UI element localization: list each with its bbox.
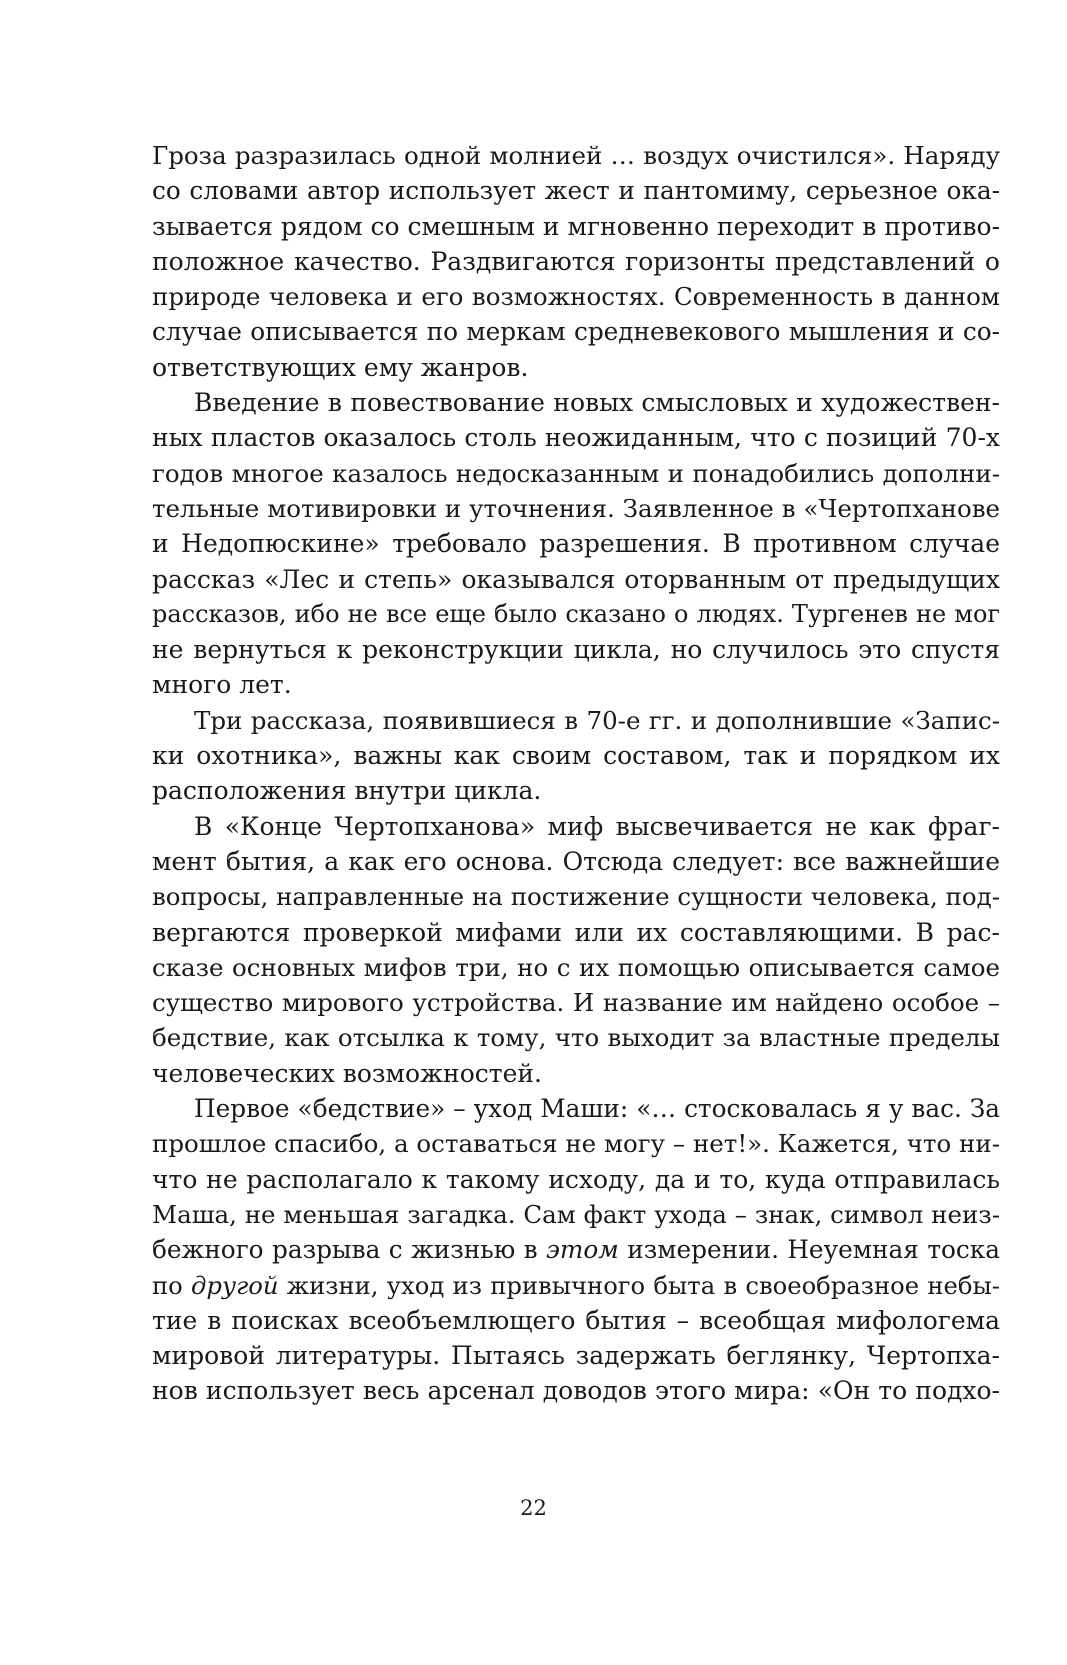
text-segment: Гроза разразилась одной молнией … воздух очистился». Наряду xyxy=(152,141,1000,170)
text-segment: ных пластов оказалось столь неожиданным, что с позиций 70-х xyxy=(152,423,1000,453)
text-line xyxy=(152,773,1000,808)
text-line xyxy=(152,526,1000,561)
text-segment: рассказов, ибо не все еще было сказано о людях. Тургенев не мог xyxy=(152,599,1000,628)
text-segment: и Недопюскине» требовало разрешения. В противном случае xyxy=(152,529,1000,559)
text-line xyxy=(152,1162,1000,1197)
text-segment: не вернуться к реконструкции цикла, но случилось это спустя xyxy=(152,635,1000,665)
text-line xyxy=(152,456,1000,491)
text-segment: прошлое спасибо, а оставаться не могу – нет!». Кажется, что ни- xyxy=(152,1129,1000,1159)
text-line xyxy=(152,138,1000,173)
text-line xyxy=(152,279,1000,314)
text-segment: В «Конце Чертопханова» миф высвечивается не как фраг- xyxy=(194,811,1000,841)
text-segment: Маша, не меньшая загадка. Сам факт ухода – знак, символ неиз- xyxy=(152,1199,1000,1229)
text-segment: измерении. Неуемная тоска xyxy=(618,1235,1000,1265)
text-line xyxy=(152,703,1000,738)
text-segment: по xyxy=(152,1270,192,1300)
text-line xyxy=(152,562,1000,597)
text-line xyxy=(152,1303,1000,1338)
text-line xyxy=(152,1373,1000,1408)
text-segment: Введение в повествование новых смысловых и художествен- xyxy=(194,388,1000,418)
text-segment: вергаются проверкой мифами или их составляющими. В рас- xyxy=(152,917,1000,947)
text-segment: положное качество. Раздвигаются горизонты представлений о xyxy=(152,246,1000,276)
text-line xyxy=(152,667,1000,702)
text-line xyxy=(152,844,1000,879)
text-line xyxy=(152,1197,1000,1232)
text-line xyxy=(152,950,1000,985)
text-line xyxy=(152,385,1000,420)
text-line xyxy=(152,1268,1000,1303)
text-line xyxy=(152,350,1000,385)
text-line xyxy=(152,420,1000,455)
text-line xyxy=(152,1056,1000,1091)
text-segment: тельные мотивировки и уточнения. Заявленное в «Чертопханове xyxy=(152,493,1000,523)
text-segment: ки охотника», важны как своим составом, так и порядком их xyxy=(152,741,1000,771)
text-segment: мент бытия, а как его основа. Отсюда следует: все важнейшие xyxy=(152,846,1000,876)
text-segment: случае описывается по меркам средневекового мышления и со- xyxy=(152,317,1000,347)
text-line xyxy=(152,209,1000,244)
italic-word: этом xyxy=(546,1235,619,1265)
italic-word: другой xyxy=(191,1270,279,1300)
text-line xyxy=(152,985,1000,1020)
text-segment: бежного разрыва с жизнью в xyxy=(152,1235,547,1265)
text-segment: рассказ «Лес и степь» оказывался оторванным от предыдущих xyxy=(152,564,1000,594)
text-line xyxy=(152,1232,1000,1267)
text-line xyxy=(152,1091,1000,1126)
text-line xyxy=(152,1020,1000,1055)
text-segment: расположения внутри цикла. xyxy=(152,776,542,806)
text-segment: много лет. xyxy=(152,670,292,700)
text-segment: природе человека и его возможностях. Современность в данном xyxy=(152,282,1000,312)
text-line xyxy=(152,738,1000,773)
text-segment: бедствие, как отсылка к тому, что выходит за властные пределы xyxy=(152,1023,1000,1053)
text-line xyxy=(152,632,1000,667)
text-segment: со словами автор использует жест и пантомиму, серьезное ока- xyxy=(152,176,1000,206)
text-line xyxy=(152,809,1000,844)
text-segment: мировой литературы. Пытаясь задержать беглянку, Чертопха- xyxy=(152,1341,1000,1371)
text-segment: жизни, уход из привычного быта в своеобразное небы- xyxy=(278,1270,1000,1300)
text-segment: тие в поисках всеобъемлющего бытия – всеобщая мифологема xyxy=(152,1305,1000,1335)
body-text xyxy=(152,138,1000,1409)
text-segment: ответствующих ему жанров. xyxy=(152,352,529,382)
text-line xyxy=(152,1126,1000,1161)
page-number: 22 xyxy=(520,1496,547,1520)
text-line xyxy=(152,1338,1000,1373)
text-segment: сказе основных мифов три, но с их помощью описывается самое xyxy=(152,952,1000,982)
text-line xyxy=(152,173,1000,208)
text-segment: вопросы, направленные на постижение сущности человека, под- xyxy=(152,882,1000,912)
text-line xyxy=(152,915,1000,950)
text-segment: существо мирового устройства. И название им найдено особое – xyxy=(152,988,1000,1018)
text-segment: Первое «бедствие» – уход Маши: «… стосковалась я у вас. За xyxy=(194,1094,1000,1124)
text-line xyxy=(152,314,1000,349)
text-line xyxy=(152,491,1000,526)
text-line xyxy=(152,244,1000,279)
text-line xyxy=(152,597,1000,632)
text-segment: нов использует весь арсенал доводов этого мира: «Он то подхо- xyxy=(152,1376,1000,1406)
text-line xyxy=(152,879,1000,914)
text-segment: Три рассказа, появившиеся в 70-е гг. и дополнившие «Запис- xyxy=(194,705,1000,735)
text-segment: зывается рядом со смешным и мгновенно переходит в противо- xyxy=(152,211,1001,241)
text-segment: человеческих возможностей. xyxy=(152,1058,542,1088)
text-segment: годов многое казалось недосказанным и понадобились дополни- xyxy=(152,458,1000,488)
text-segment: что не располагало к такому исходу, да и то, куда отправилась xyxy=(152,1164,1000,1194)
